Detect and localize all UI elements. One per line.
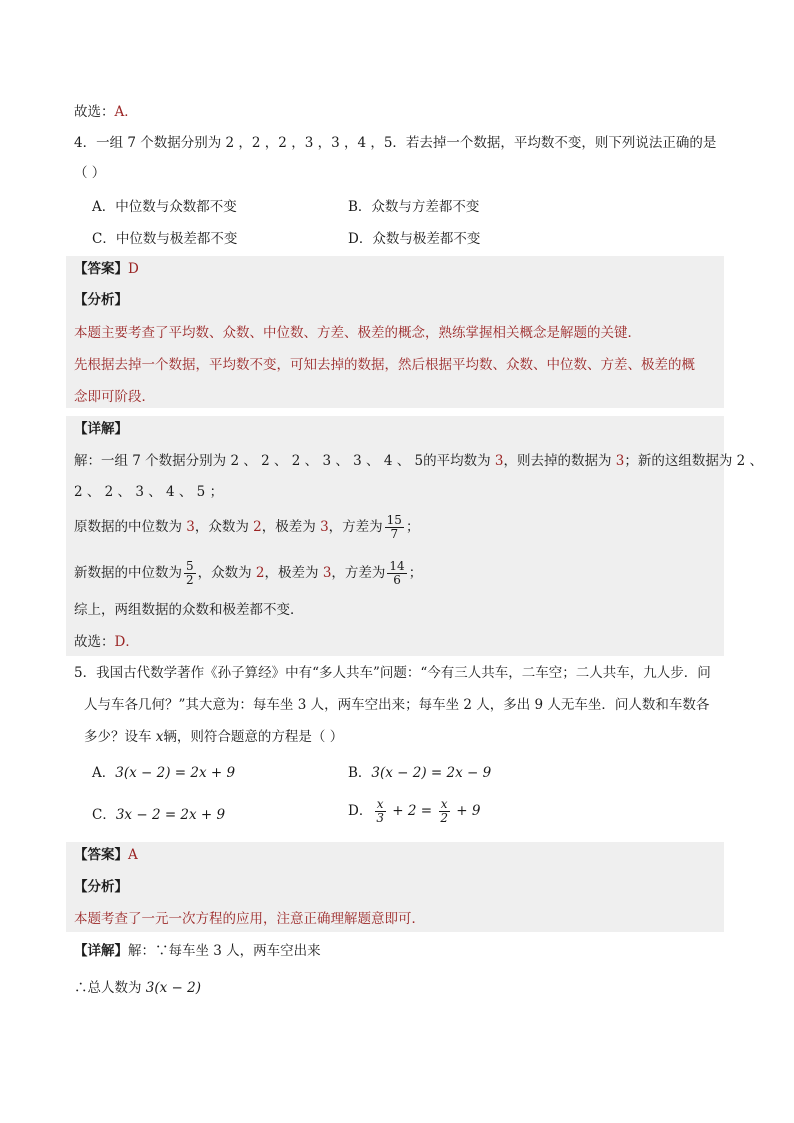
fraction-x-3: $\frac{x}{3}$ bbox=[376, 797, 384, 825]
q5-option-c: C．3x − 2 = 2x + 9 bbox=[92, 807, 226, 823]
q4-detail-line4: 新数据的中位数为 $\frac{5}{2}$ ，众数为 2，极差为 3，方差为 $\frac{14}{6}$ ； bbox=[74, 559, 423, 587]
q4-detail-line1: 解：一组 7 个数据分别为 2 、 2 、 2 、 3 、 3 、 4 、 5的平均数为 3，则去掉的数据为 3；新的这组数据为 2 、 bbox=[74, 453, 764, 469]
prev-choice-line: 故选：A． bbox=[74, 104, 138, 120]
fraction-15-7: $\frac{15}{7}$ bbox=[386, 513, 402, 541]
q4-analysis-label: 【分析】 bbox=[74, 292, 128, 308]
fraction-5-2: $\frac{5}{2}$ bbox=[186, 559, 194, 587]
q5-detail-line1: 【详解】解：∵每车坐 3 人，两车空出来 bbox=[74, 943, 321, 959]
q5-detail-line2: ∴总人数为 3(x − 2) bbox=[74, 980, 202, 996]
q4-detail-line5: 综上，两组数据的众数和极差都不变． bbox=[74, 602, 304, 618]
q5-stem-line3: 多少？设车 x辆，则符合题意的方程是（ ） bbox=[84, 729, 344, 745]
q4-detail-label: 【详解】 bbox=[74, 421, 128, 437]
q4-detail-line2: 2 、 2 、 3 、 4 、 5 ； bbox=[74, 484, 224, 500]
q4-analysis-line2: 先根据去掉一个数据，平均数不变，可知去掉的数据，然后根据平均数、众数、中位数、方差、极差的概 bbox=[74, 357, 695, 373]
q5-analysis-line1: 本题考查了一元一次方程的应用，注意正确理解题意即可． bbox=[74, 911, 425, 927]
q4-stem: 4．一组 7 个数据分别为 2 ，2 ，2 ，3 ，3 ，4 ，5．若去掉一个数据，平均数不变，则下列说法正确的是 bbox=[74, 135, 717, 151]
q4-option-d: D．众数与极差都不变 bbox=[348, 231, 481, 247]
fraction-x-2: $\frac{x}{2}$ bbox=[440, 797, 448, 825]
q5-option-b: B．3(x − 2) = 2x − 9 bbox=[348, 765, 492, 781]
q4-bracket: （ ） bbox=[74, 165, 106, 181]
q4-analysis-line1: 本题主要考查了平均数、众数、中位数、方差、极差的概念，熟练掌握相关概念是解题的关键． bbox=[74, 325, 641, 341]
q5-analysis-label: 【分析】 bbox=[74, 879, 128, 895]
q5-answer: 【答案】A bbox=[74, 847, 138, 863]
q5-option-a: A．3(x − 2) = 2x + 9 bbox=[92, 765, 236, 781]
q5-stem-line2: 人与车各几何？”其大意为：每车坐 3 人，两车空出来；每车坐 2 人，多出 9 人无车坐．问人数和车数各 bbox=[84, 697, 710, 713]
q4-option-c: C．中位数与极差都不变 bbox=[92, 231, 238, 247]
q4-option-a: A．中位数与众数都不变 bbox=[92, 199, 237, 215]
fraction-14-6: $\frac{14}{6}$ bbox=[389, 559, 405, 587]
q5-stem-line1: 5．我国古代数学著作《孙子算经》中有“多人共车”问题：“今有三人共车，二车空；二人共车，九人步．问 bbox=[74, 665, 711, 681]
q4-analysis-line3: 念即可阶段． bbox=[74, 389, 155, 405]
q4-detail-line3: 原数据的中位数为 3，众数为 2，极差为 3，方差为 $\frac{15}{7}$ ； bbox=[74, 513, 420, 541]
q5-option-d: D． $\frac{x}{3}$ + 2 = $\frac{x}{2}$ + 9 bbox=[348, 797, 481, 825]
q4-detail-line6: 故选：D． bbox=[74, 634, 139, 650]
q4-answer: 【答案】D bbox=[74, 261, 139, 277]
q4-option-b: B．众数与方差都不变 bbox=[348, 199, 480, 215]
